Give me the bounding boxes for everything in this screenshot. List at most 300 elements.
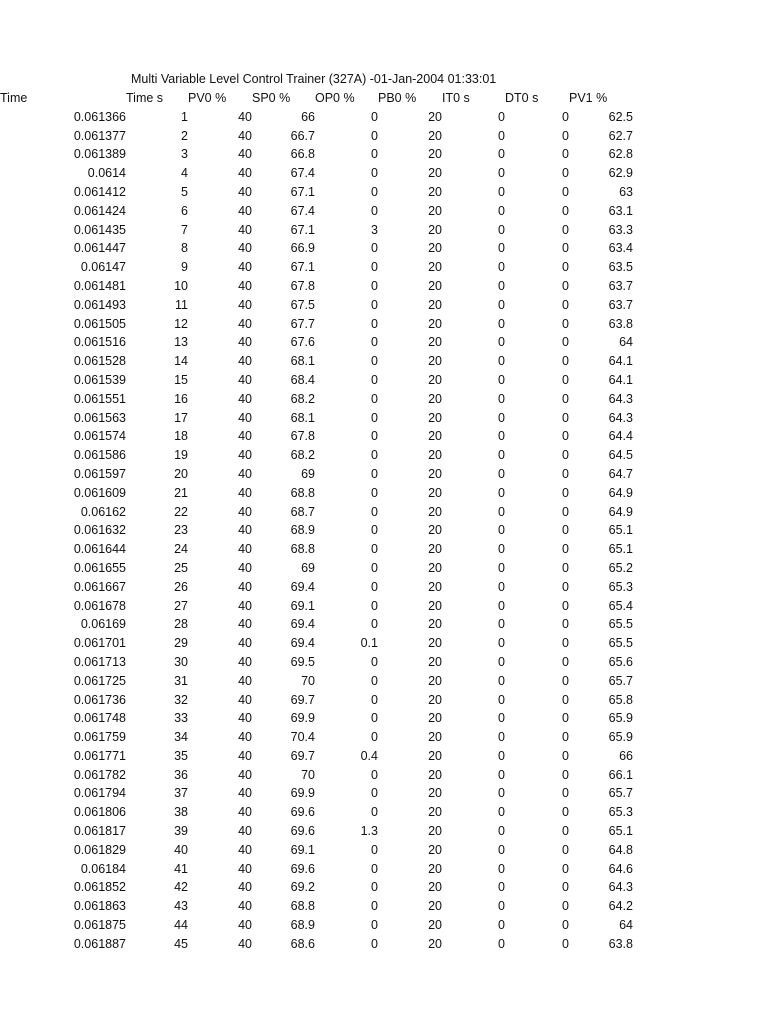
cell-it0: 0 bbox=[498, 899, 505, 914]
cell-pb0: 20 bbox=[428, 542, 442, 557]
cell-op0: 0 bbox=[371, 842, 378, 857]
cell-pb0: 20 bbox=[428, 260, 442, 275]
cell-sp0: 69.1 bbox=[290, 842, 315, 857]
cell-sp0: 67.8 bbox=[290, 429, 315, 444]
cell-time: 0.061713 bbox=[73, 654, 126, 669]
cell-it0: 0 bbox=[498, 598, 505, 613]
cell-sp0: 67.1 bbox=[290, 222, 315, 237]
table-row bbox=[0, 709, 633, 728]
cell-it0: 0 bbox=[498, 542, 505, 557]
cell-op0: 0 bbox=[371, 617, 378, 632]
cell-it0: 0 bbox=[498, 466, 505, 481]
cell-dt0: 0 bbox=[562, 880, 569, 895]
cell-it0: 0 bbox=[498, 109, 505, 124]
cell-pv0: 40 bbox=[238, 673, 252, 688]
cell-pv1: 64.1 bbox=[608, 372, 633, 387]
cell-pb0: 20 bbox=[428, 880, 442, 895]
column-header-time-s: Time s bbox=[126, 91, 164, 105]
cell-time: 0.061493 bbox=[73, 297, 126, 312]
cell-pv0: 40 bbox=[238, 203, 252, 218]
cell-time: 0.06147 bbox=[80, 260, 126, 275]
cell-pb0: 20 bbox=[428, 692, 442, 707]
cell-sp0: 69 bbox=[301, 466, 315, 481]
cell-pb0: 20 bbox=[428, 504, 442, 519]
table-row bbox=[0, 390, 633, 409]
cell-op0: 0 bbox=[371, 805, 378, 820]
cell-pb0: 20 bbox=[428, 372, 442, 387]
cell-pv0: 40 bbox=[238, 692, 252, 707]
cell-pb0: 20 bbox=[428, 748, 442, 763]
cell-pv1: 63.1 bbox=[608, 203, 633, 218]
cell-pv0: 40 bbox=[238, 316, 252, 331]
table-row bbox=[0, 766, 633, 785]
cell-time-s: 26 bbox=[174, 579, 188, 594]
cell-pv0: 40 bbox=[238, 842, 252, 857]
cell-pb0: 20 bbox=[428, 560, 442, 575]
table-row bbox=[0, 634, 633, 653]
cell-time: 0.061563 bbox=[73, 410, 126, 425]
cell-dt0: 0 bbox=[562, 354, 569, 369]
cell-time: 0.061366 bbox=[73, 109, 126, 124]
cell-dt0: 0 bbox=[562, 617, 569, 632]
header-row bbox=[0, 89, 633, 108]
cell-dt0: 0 bbox=[562, 748, 569, 763]
table-row bbox=[0, 672, 633, 691]
column-header-pv1: PV1 % bbox=[569, 91, 608, 105]
cell-time-s: 6 bbox=[181, 203, 188, 218]
cell-pv1: 65.1 bbox=[608, 824, 633, 839]
cell-op0: 0 bbox=[371, 730, 378, 745]
table-row bbox=[0, 296, 633, 315]
cell-time-s: 18 bbox=[174, 429, 188, 444]
cell-pv1: 64.3 bbox=[608, 410, 633, 425]
cell-time: 0.0614 bbox=[87, 166, 126, 181]
cell-op0: 0 bbox=[371, 598, 378, 613]
cell-dt0: 0 bbox=[562, 241, 569, 256]
cell-op0: 0 bbox=[371, 410, 378, 425]
cell-dt0: 0 bbox=[562, 560, 569, 575]
cell-pv0: 40 bbox=[238, 391, 252, 406]
cell-pv0: 40 bbox=[238, 466, 252, 481]
cell-it0: 0 bbox=[498, 880, 505, 895]
cell-time: 0.061852 bbox=[73, 880, 126, 895]
cell-op0: 1.3 bbox=[360, 824, 378, 839]
cell-it0: 0 bbox=[498, 711, 505, 726]
table-row bbox=[0, 597, 633, 616]
cell-pv1: 62.8 bbox=[608, 147, 633, 162]
cell-op0: 0 bbox=[371, 372, 378, 387]
cell-op0: 0 bbox=[371, 485, 378, 500]
cell-time: 0.061701 bbox=[73, 636, 126, 651]
cell-pb0: 20 bbox=[428, 617, 442, 632]
cell-pv0: 40 bbox=[238, 786, 252, 801]
cell-pb0: 20 bbox=[428, 448, 442, 463]
cell-dt0: 0 bbox=[562, 184, 569, 199]
cell-op0: 0 bbox=[371, 767, 378, 782]
cell-time: 0.061759 bbox=[73, 730, 126, 745]
table-row bbox=[0, 803, 633, 822]
cell-time-s: 19 bbox=[174, 448, 188, 463]
cell-time-s: 28 bbox=[174, 617, 188, 632]
cell-pb0: 20 bbox=[428, 936, 442, 951]
cell-time-s: 14 bbox=[174, 354, 188, 369]
cell-sp0: 67.6 bbox=[290, 335, 315, 350]
table-row bbox=[0, 427, 633, 446]
cell-pv0: 40 bbox=[238, 730, 252, 745]
cell-sp0: 69.4 bbox=[290, 636, 315, 651]
cell-time-s: 17 bbox=[174, 410, 188, 425]
cell-op0: 0 bbox=[371, 278, 378, 293]
cell-pb0: 20 bbox=[428, 184, 442, 199]
cell-time: 0.061771 bbox=[73, 748, 126, 763]
table-row bbox=[0, 691, 633, 710]
cell-pv0: 40 bbox=[238, 372, 252, 387]
cell-pv1: 65.5 bbox=[608, 636, 633, 651]
cell-dt0: 0 bbox=[562, 147, 569, 162]
cell-pv0: 40 bbox=[238, 918, 252, 933]
table-row bbox=[0, 784, 633, 803]
cell-it0: 0 bbox=[498, 523, 505, 538]
cell-time: 0.061528 bbox=[73, 354, 126, 369]
cell-it0: 0 bbox=[498, 203, 505, 218]
cell-time-s: 22 bbox=[174, 504, 188, 519]
cell-pv1: 65.3 bbox=[608, 579, 633, 594]
cell-dt0: 0 bbox=[562, 786, 569, 801]
cell-pb0: 20 bbox=[428, 335, 442, 350]
cell-it0: 0 bbox=[498, 805, 505, 820]
cell-pv1: 65.1 bbox=[608, 523, 633, 538]
cell-sp0: 68.2 bbox=[290, 448, 315, 463]
cell-pv1: 65.8 bbox=[608, 692, 633, 707]
cell-pv1: 64.8 bbox=[608, 842, 633, 857]
cell-pb0: 20 bbox=[428, 278, 442, 293]
cell-sp0: 70 bbox=[301, 673, 315, 688]
cell-op0: 0 bbox=[371, 391, 378, 406]
cell-pv1: 65.9 bbox=[608, 730, 633, 745]
cell-pv0: 40 bbox=[238, 880, 252, 895]
cell-time: 0.061667 bbox=[73, 579, 126, 594]
cell-sp0: 67.1 bbox=[290, 260, 315, 275]
cell-sp0: 69.6 bbox=[290, 805, 315, 820]
cell-time: 0.061725 bbox=[73, 673, 126, 688]
cell-pb0: 20 bbox=[428, 805, 442, 820]
cell-time-s: 3 bbox=[181, 147, 188, 162]
cell-pv1: 64.3 bbox=[608, 880, 633, 895]
cell-sp0: 66.8 bbox=[290, 147, 315, 162]
cell-it0: 0 bbox=[498, 786, 505, 801]
table-row bbox=[0, 202, 633, 221]
cell-time-s: 34 bbox=[174, 730, 188, 745]
table-row bbox=[0, 183, 633, 202]
cell-time-s: 4 bbox=[181, 166, 188, 181]
cell-dt0: 0 bbox=[562, 166, 569, 181]
cell-dt0: 0 bbox=[562, 278, 569, 293]
table-row bbox=[0, 841, 633, 860]
cell-dt0: 0 bbox=[562, 824, 569, 839]
cell-pv1: 64.9 bbox=[608, 485, 633, 500]
table-row bbox=[0, 239, 633, 258]
cell-it0: 0 bbox=[498, 278, 505, 293]
cell-it0: 0 bbox=[498, 410, 505, 425]
cell-sp0: 69.7 bbox=[290, 748, 315, 763]
cell-dt0: 0 bbox=[562, 391, 569, 406]
cell-pb0: 20 bbox=[428, 730, 442, 745]
cell-time: 0.061481 bbox=[73, 278, 126, 293]
cell-dt0: 0 bbox=[562, 260, 569, 275]
cell-pv1: 66.1 bbox=[608, 767, 633, 782]
cell-pb0: 20 bbox=[428, 485, 442, 500]
cell-pv0: 40 bbox=[238, 222, 252, 237]
cell-it0: 0 bbox=[498, 184, 505, 199]
cell-pv0: 40 bbox=[238, 748, 252, 763]
cell-pv0: 40 bbox=[238, 429, 252, 444]
cell-pb0: 20 bbox=[428, 297, 442, 312]
cell-sp0: 67.1 bbox=[290, 184, 315, 199]
cell-pv1: 63.7 bbox=[608, 278, 633, 293]
cell-it0: 0 bbox=[498, 147, 505, 162]
table-row bbox=[0, 446, 633, 465]
cell-sp0: 68.8 bbox=[290, 899, 315, 914]
cell-time-s: 39 bbox=[174, 824, 188, 839]
table-row bbox=[0, 935, 633, 954]
cell-it0: 0 bbox=[498, 579, 505, 594]
cell-time-s: 9 bbox=[181, 260, 188, 275]
cell-pb0: 20 bbox=[428, 166, 442, 181]
cell-it0: 0 bbox=[498, 767, 505, 782]
cell-pv1: 63.4 bbox=[608, 241, 633, 256]
cell-pv0: 40 bbox=[238, 410, 252, 425]
cell-pb0: 20 bbox=[428, 899, 442, 914]
cell-op0: 0 bbox=[371, 147, 378, 162]
cell-pv1: 63.3 bbox=[608, 222, 633, 237]
cell-it0: 0 bbox=[498, 485, 505, 500]
cell-time: 0.061609 bbox=[73, 485, 126, 500]
table-row bbox=[0, 333, 633, 352]
cell-it0: 0 bbox=[498, 260, 505, 275]
table-row bbox=[0, 916, 633, 935]
cell-sp0: 67.4 bbox=[290, 166, 315, 181]
cell-op0: 0 bbox=[371, 899, 378, 914]
cell-sp0: 69.1 bbox=[290, 598, 315, 613]
cell-dt0: 0 bbox=[562, 711, 569, 726]
cell-time: 0.061412 bbox=[73, 184, 126, 199]
cell-op0: 0 bbox=[371, 654, 378, 669]
cell-pb0: 20 bbox=[428, 410, 442, 425]
cell-time-s: 5 bbox=[181, 184, 188, 199]
cell-op0: 0 bbox=[371, 166, 378, 181]
cell-time: 0.061736 bbox=[73, 692, 126, 707]
cell-dt0: 0 bbox=[562, 128, 569, 143]
cell-time-s: 43 bbox=[174, 899, 188, 914]
table-row bbox=[0, 503, 633, 522]
table-row bbox=[0, 371, 633, 390]
cell-pb0: 20 bbox=[428, 241, 442, 256]
cell-pb0: 20 bbox=[428, 147, 442, 162]
cell-time: 0.061863 bbox=[73, 899, 126, 914]
cell-it0: 0 bbox=[498, 372, 505, 387]
cell-pv0: 40 bbox=[238, 485, 252, 500]
cell-dt0: 0 bbox=[562, 636, 569, 651]
cell-time-s: 45 bbox=[174, 936, 188, 951]
cell-sp0: 67.7 bbox=[290, 316, 315, 331]
cell-dt0: 0 bbox=[562, 936, 569, 951]
cell-it0: 0 bbox=[498, 692, 505, 707]
cell-time: 0.061655 bbox=[73, 560, 126, 575]
cell-time: 0.061377 bbox=[73, 128, 126, 143]
cell-op0: 0 bbox=[371, 936, 378, 951]
cell-pb0: 20 bbox=[428, 861, 442, 876]
cell-time-s: 38 bbox=[174, 805, 188, 820]
cell-dt0: 0 bbox=[562, 842, 569, 857]
cell-op0: 0 bbox=[371, 786, 378, 801]
cell-time-s: 32 bbox=[174, 692, 188, 707]
cell-pv1: 65.5 bbox=[608, 617, 633, 632]
cell-time: 0.061435 bbox=[73, 222, 126, 237]
cell-time-s: 11 bbox=[175, 297, 188, 312]
cell-time-s: 15 bbox=[174, 372, 188, 387]
cell-pv1: 63.7 bbox=[608, 297, 633, 312]
cell-pv0: 40 bbox=[238, 542, 252, 557]
cell-pb0: 20 bbox=[428, 636, 442, 651]
cell-sp0: 68.7 bbox=[290, 504, 315, 519]
column-header-op0: OP0 % bbox=[315, 91, 355, 105]
cell-time-s: 24 bbox=[174, 542, 188, 557]
cell-it0: 0 bbox=[498, 316, 505, 331]
cell-it0: 0 bbox=[498, 504, 505, 519]
cell-pv0: 40 bbox=[238, 523, 252, 538]
cell-pv0: 40 bbox=[238, 767, 252, 782]
cell-op0: 0 bbox=[371, 241, 378, 256]
table-row bbox=[0, 578, 633, 597]
cell-sp0: 69 bbox=[301, 560, 315, 575]
cell-dt0: 0 bbox=[562, 861, 569, 876]
cell-op0: 0 bbox=[371, 880, 378, 895]
cell-time: 0.061644 bbox=[73, 542, 126, 557]
cell-sp0: 67.5 bbox=[290, 297, 315, 312]
column-header-pb0: PB0 % bbox=[378, 91, 417, 105]
cell-sp0: 69.9 bbox=[290, 711, 315, 726]
cell-op0: 0 bbox=[371, 429, 378, 444]
cell-sp0: 70.4 bbox=[290, 730, 315, 745]
cell-time-s: 41 bbox=[174, 861, 188, 876]
cell-pv0: 40 bbox=[238, 617, 252, 632]
cell-dt0: 0 bbox=[562, 448, 569, 463]
table-row bbox=[0, 164, 633, 183]
table-row bbox=[0, 484, 633, 503]
cell-pv0: 40 bbox=[238, 278, 252, 293]
cell-pv0: 40 bbox=[238, 335, 252, 350]
cell-dt0: 0 bbox=[562, 523, 569, 538]
cell-time: 0.061678 bbox=[73, 598, 126, 613]
cell-dt0: 0 bbox=[562, 297, 569, 312]
cell-dt0: 0 bbox=[562, 316, 569, 331]
cell-pv0: 40 bbox=[238, 448, 252, 463]
cell-dt0: 0 bbox=[562, 485, 569, 500]
cell-dt0: 0 bbox=[562, 899, 569, 914]
cell-time-s: 7 bbox=[181, 222, 188, 237]
table-row bbox=[0, 540, 633, 559]
cell-dt0: 0 bbox=[562, 692, 569, 707]
cell-time-s: 16 bbox=[174, 391, 188, 406]
cell-pb0: 20 bbox=[428, 598, 442, 613]
cell-sp0: 69.9 bbox=[290, 786, 315, 801]
cell-sp0: 66 bbox=[301, 109, 315, 124]
cell-it0: 0 bbox=[498, 636, 505, 651]
cell-pv0: 40 bbox=[238, 109, 252, 124]
cell-pv1: 63.5 bbox=[608, 260, 633, 275]
cell-time-s: 31 bbox=[174, 673, 188, 688]
cell-pv0: 40 bbox=[238, 504, 252, 519]
cell-pv1: 63 bbox=[619, 184, 633, 199]
cell-pv1: 63.8 bbox=[608, 316, 633, 331]
cell-op0: 0 bbox=[371, 711, 378, 726]
cell-time: 0.06169 bbox=[80, 617, 126, 632]
cell-pb0: 20 bbox=[428, 824, 442, 839]
sheet-title: Multi Variable Level Control Trainer (327A) -01-Jan-2004 01:33:01 bbox=[131, 72, 497, 86]
cell-time: 0.061574 bbox=[73, 429, 126, 444]
cell-it0: 0 bbox=[498, 936, 505, 951]
table-row bbox=[0, 352, 633, 371]
cell-sp0: 68.1 bbox=[290, 354, 315, 369]
cell-time-s: 2 bbox=[181, 128, 188, 143]
cell-pv1: 65.1 bbox=[608, 542, 633, 557]
table-body bbox=[0, 108, 633, 954]
cell-pb0: 20 bbox=[428, 918, 442, 933]
cell-sp0: 70 bbox=[301, 767, 315, 782]
cell-pb0: 20 bbox=[428, 429, 442, 444]
cell-dt0: 0 bbox=[562, 730, 569, 745]
cell-pv0: 40 bbox=[238, 260, 252, 275]
cell-pv0: 40 bbox=[238, 598, 252, 613]
cell-pb0: 20 bbox=[428, 391, 442, 406]
cell-pb0: 20 bbox=[428, 203, 442, 218]
table-row bbox=[0, 653, 633, 672]
cell-it0: 0 bbox=[498, 560, 505, 575]
cell-pv1: 65.6 bbox=[608, 654, 633, 669]
cell-pv1: 66 bbox=[619, 748, 633, 763]
cell-time: 0.061875 bbox=[73, 918, 126, 933]
cell-time: 0.061551 bbox=[73, 391, 126, 406]
cell-dt0: 0 bbox=[562, 335, 569, 350]
cell-time-s: 40 bbox=[174, 842, 188, 857]
cell-pv1: 63.8 bbox=[608, 936, 633, 951]
table-row bbox=[0, 878, 633, 897]
cell-time: 0.061389 bbox=[73, 147, 126, 162]
cell-op0: 0 bbox=[371, 542, 378, 557]
cell-dt0: 0 bbox=[562, 673, 569, 688]
cell-sp0: 68.1 bbox=[290, 410, 315, 425]
table-row bbox=[0, 728, 633, 747]
cell-pb0: 20 bbox=[428, 128, 442, 143]
table-row bbox=[0, 258, 633, 277]
cell-op0: 0 bbox=[371, 523, 378, 538]
cell-it0: 0 bbox=[498, 617, 505, 632]
cell-op0: 0 bbox=[371, 504, 378, 519]
cell-dt0: 0 bbox=[562, 504, 569, 519]
cell-it0: 0 bbox=[498, 222, 505, 237]
cell-pb0: 20 bbox=[428, 222, 442, 237]
cell-dt0: 0 bbox=[562, 542, 569, 557]
cell-pv1: 62.9 bbox=[608, 166, 633, 181]
cell-pv0: 40 bbox=[238, 936, 252, 951]
cell-time-s: 1 bbox=[181, 109, 188, 124]
cell-pb0: 20 bbox=[428, 466, 442, 481]
cell-sp0: 69.4 bbox=[290, 617, 315, 632]
cell-time: 0.061516 bbox=[73, 335, 126, 350]
table-row bbox=[0, 315, 633, 334]
cell-dt0: 0 bbox=[562, 203, 569, 218]
cell-it0: 0 bbox=[498, 748, 505, 763]
